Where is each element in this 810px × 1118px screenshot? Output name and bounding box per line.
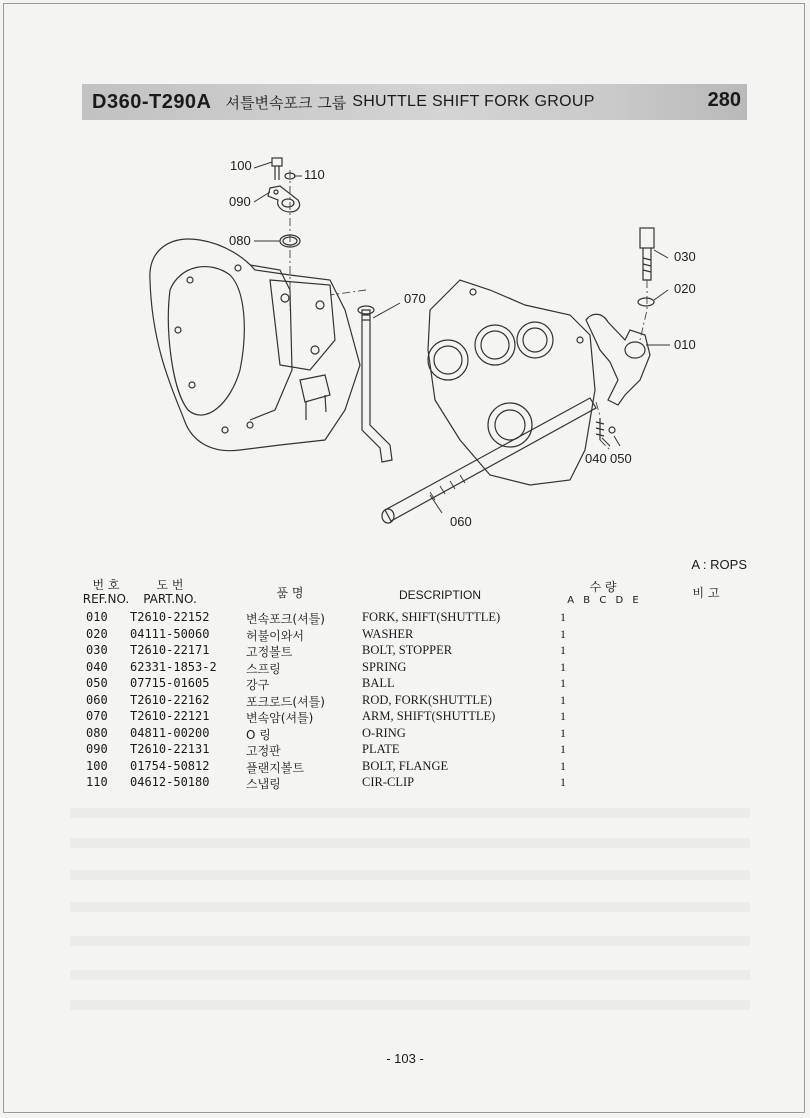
callout-090: 090 — [229, 194, 251, 209]
transmission-housing-outline — [150, 239, 360, 451]
group-header-bar — [82, 84, 747, 120]
ref-no-cell: 060 — [86, 692, 108, 707]
header-part — [140, 578, 200, 606]
table-row — [86, 709, 646, 726]
quantity-cell: 1 — [560, 709, 566, 723]
ref-no-cell: 090 — [86, 742, 108, 756]
header-ref — [82, 578, 130, 606]
callout-030: 030 — [674, 249, 696, 264]
korean-name-cell: 고정볼트 — [246, 645, 293, 659]
part-no-cell: 07715-01605 — [130, 676, 210, 690]
korean-name-cell: 고정판 — [246, 744, 281, 758]
group-page-code: 280 — [707, 89, 741, 111]
table-row — [86, 676, 646, 693]
ref-no-cell: 110 — [86, 775, 108, 789]
part-no-cell: T2610-22171 — [130, 643, 210, 657]
description-cell: ROD, FORK(SHUTTLE) — [362, 692, 492, 707]
table-row — [86, 643, 646, 660]
callout-050: 050 — [610, 451, 632, 466]
housing-mount-face — [270, 280, 335, 370]
korean-name-cell: 스프링 — [246, 661, 281, 676]
quantity-cell: 1 — [560, 758, 566, 773]
description-cell: CIR-CLIP — [362, 775, 415, 789]
part-no-cell: T2610-22162 — [130, 692, 210, 707]
table-row — [86, 726, 646, 743]
description-cell: FORK, SHIFT(SHUTTLE) — [362, 610, 501, 624]
plate-090 — [268, 186, 300, 212]
quantity-cell: 1 — [560, 676, 566, 690]
table-row — [86, 627, 646, 644]
korean-name-cell: 플랜지볼트 — [246, 760, 304, 775]
bleed-through-line — [70, 838, 750, 848]
header-remark: 비 고 — [692, 586, 720, 600]
description-cell: ARM, SHIFT(SHUTTLE) — [362, 709, 496, 723]
callout-100: 100 — [230, 158, 252, 173]
table-row — [86, 660, 646, 677]
korean-name-cell: 강구 — [246, 678, 270, 692]
part-no-cell: T2610-22121 — [130, 709, 210, 723]
part-no-cell: 01754-50812 — [130, 758, 210, 773]
flange-bolt-100 — [272, 158, 282, 166]
bleed-through-line — [70, 902, 750, 912]
description-cell: BOLT, STOPPER — [362, 643, 453, 657]
ref-no-cell: 100 — [86, 758, 108, 773]
washer-020 — [638, 298, 654, 306]
header-quantity-korean: 수 량 — [589, 580, 617, 594]
exploded-parts-diagram — [130, 140, 750, 550]
stopper-bolt-030 — [640, 228, 654, 248]
quantity-cell: 1 — [560, 725, 566, 740]
bleed-through-line — [70, 936, 750, 946]
header-description: DESCRIPTION — [398, 588, 481, 602]
description-cell: O-RING — [362, 725, 406, 740]
korean-name-cell: 허불이와서 — [246, 628, 304, 643]
ref-no-cell: 020 — [86, 626, 108, 641]
description-cell: SPRING — [362, 659, 407, 674]
quantity-cell: 1 — [560, 742, 566, 756]
korean-name-cell: O 링 — [246, 727, 271, 742]
diagram-drawing — [130, 140, 750, 550]
description-cell: WASHER — [362, 626, 414, 641]
part-no-cell: 04811-00200 — [130, 725, 210, 740]
callout-010: 010 — [674, 337, 696, 352]
fork-rod-060 — [385, 398, 596, 521]
table-row — [86, 775, 646, 792]
rops-note: A : ROPS — [691, 557, 747, 572]
shift-arm-070 — [362, 310, 392, 462]
korean-name-cell: 스냅링 — [246, 777, 281, 791]
table-row — [86, 693, 646, 710]
model-code: D360-T290A — [92, 90, 212, 113]
callout-110: 110 — [304, 167, 325, 182]
ref-no-cell: 070 — [86, 709, 108, 723]
table-row — [86, 610, 646, 627]
group-title-english: SHUTTLE SHIFT FORK GROUP — [352, 93, 595, 110]
ball-050 — [609, 427, 615, 433]
description-cell: BALL — [362, 676, 395, 690]
shift-fork-010 — [586, 314, 650, 405]
header-part-english: PART.NO. — [143, 592, 197, 606]
ref-no-cell: 050 — [86, 676, 108, 690]
korean-name-cell: 변속암(셔틀) — [246, 711, 314, 725]
description-cell: BOLT, FLANGE — [362, 758, 449, 773]
header-name-korean: 품 명 — [276, 586, 304, 600]
group-title-korean: 셔틀변속포크 그룹 — [225, 93, 347, 112]
quantity-cell: 1 — [560, 626, 566, 641]
part-no-cell: 04111-50060 — [130, 626, 210, 641]
header-part-korean: 도 번 — [156, 578, 184, 592]
callout-020: 020 — [674, 281, 696, 296]
table-row — [86, 742, 646, 759]
table-row — [86, 759, 646, 776]
quantity-cell: 1 — [560, 659, 566, 674]
korean-name-cell: 포크로드(셔틀) — [246, 694, 325, 709]
part-no-cell: T2610-22152 — [130, 610, 210, 624]
spring-040 — [596, 418, 604, 440]
part-no-cell: T2610-22131 — [130, 742, 210, 756]
callout-040: 040 — [585, 451, 607, 466]
header-ref-korean: 번 호 — [92, 578, 120, 592]
korean-name-cell: 변속포크(셔틀) — [246, 612, 325, 626]
description-cell: PLATE — [362, 742, 400, 756]
bleed-through-line — [70, 870, 750, 880]
bleed-through-line — [70, 1000, 750, 1010]
ref-no-cell: 080 — [86, 725, 108, 740]
part-no-cell: 04612-50180 — [130, 775, 210, 789]
header-quantity-columns: A B C D E — [567, 595, 639, 606]
quantity-cell: 1 — [560, 610, 566, 624]
callout-060: 060 — [450, 514, 472, 529]
page-number: - 103 - — [386, 1051, 424, 1066]
callout-070: 070 — [404, 291, 426, 306]
ref-no-cell: 040 — [86, 659, 108, 674]
housing-bore — [168, 267, 244, 415]
bleed-through-line — [70, 970, 750, 980]
part-no-cell: 62331-1853-2 — [130, 659, 217, 674]
quantity-cell: 1 — [560, 692, 566, 707]
quantity-cell: 1 — [560, 775, 566, 789]
callout-080: 080 — [229, 233, 251, 248]
quantity-cell: 1 — [560, 643, 566, 657]
ref-no-cell: 030 — [86, 643, 108, 657]
header-quantity — [558, 580, 648, 608]
bleed-through-line — [70, 808, 750, 818]
header-ref-english: REF.NO. — [82, 592, 130, 606]
ref-no-cell: 010 — [86, 610, 108, 624]
